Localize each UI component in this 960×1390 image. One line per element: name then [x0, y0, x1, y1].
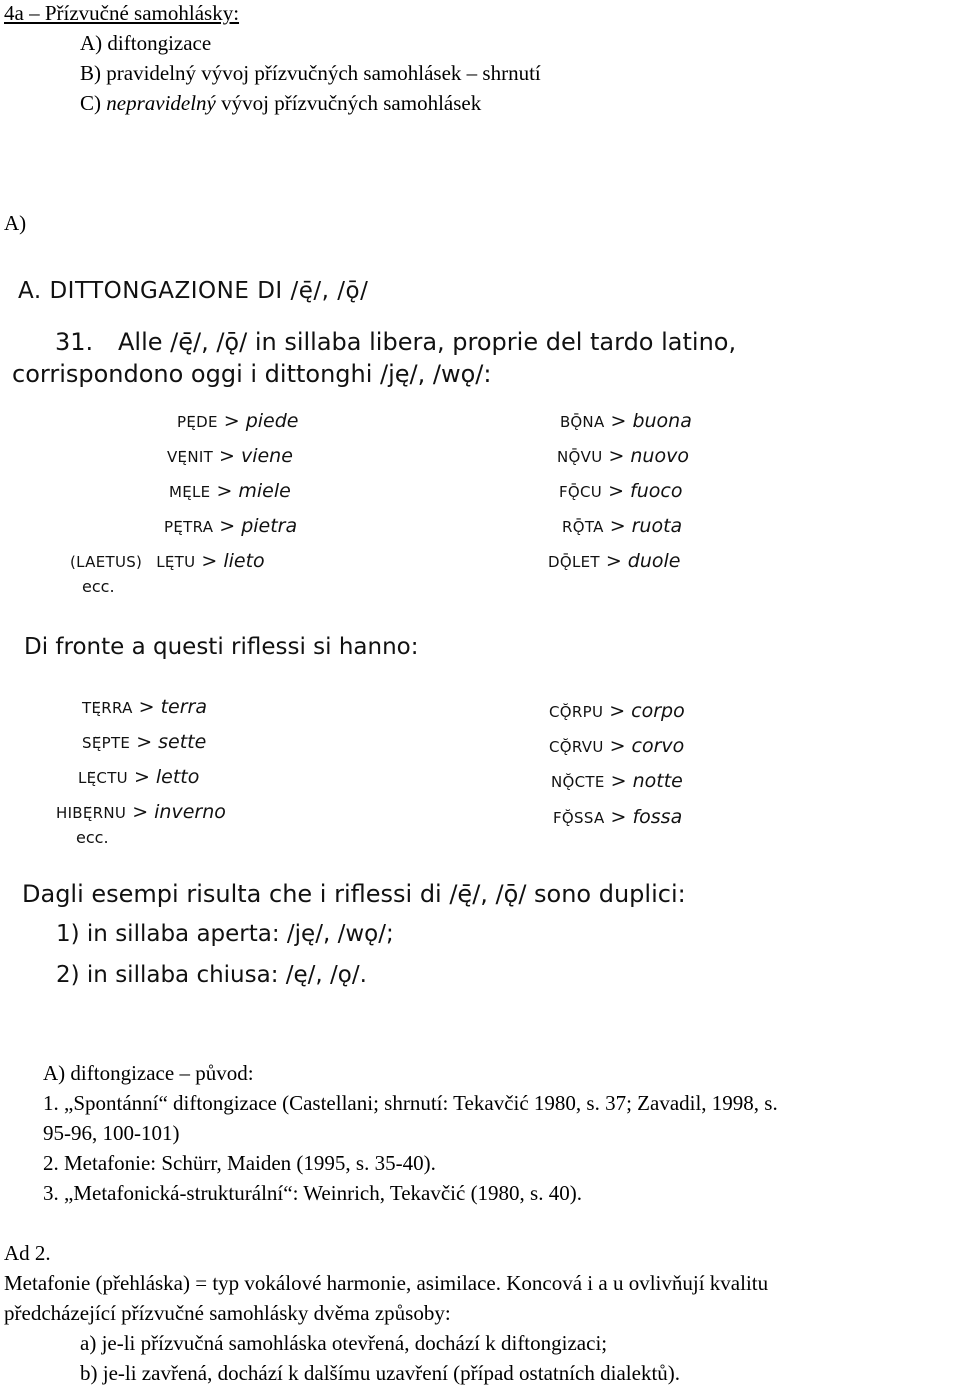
outline-item-c-italic: nepravidelný	[106, 91, 216, 115]
example-row: CǪ̆RVU > corvo	[549, 735, 685, 757]
example-row: VĘ̄NIT > viene	[167, 445, 293, 467]
di-fronte-sentence: Di fronte a questi riflessi si hanno:	[24, 634, 419, 660]
example-row: CǪ̆RPU > corpo	[549, 700, 685, 722]
section-label: A)	[4, 211, 27, 235]
ad2-item-b: b) je-li zavřená, dochází k dalšímu uzavření (případ ostatních dialektů).	[80, 1361, 681, 1385]
outline-item-c-rest: vývoj přízvučných samohlásek	[215, 91, 482, 115]
example-row: FǬCU > fuoco	[559, 480, 683, 502]
example-row: NǬVU > nuovo	[557, 445, 689, 467]
example-row: BǬNA > buona	[560, 410, 692, 432]
origin-item-2: 2. Metafonie: Schürr, Maiden (1995, s. 35-40).	[43, 1151, 436, 1175]
outline-item-b: B) pravidelný vývoj přízvučných samohlásek – shrnutí	[80, 61, 541, 85]
example-row: SĘ̆PTE > sette	[82, 731, 207, 753]
example-row: HIBĘ̆RNU > inverno	[56, 801, 226, 823]
outline-item-c-prefix: C)	[80, 91, 107, 115]
example-row: NǪ̆CTE > notte	[551, 770, 683, 792]
ad2-item-a: a) je-li přízvučná samohláska otevřená, dochází k diftongizaci;	[80, 1331, 608, 1355]
excerpt-heading: A. DITTONGAZIONE DI /ę̄/, /ǭ/	[18, 278, 369, 304]
origin-item-1-cont: 95-96, 100-101)	[43, 1121, 180, 1145]
paragraph-line-1: Alle /ę̄/, /ǭ/ in sillaba libera, proprie del tardo latino,	[118, 328, 737, 356]
case-1: 1) in sillaba aperta: /ję/, /wǫ/;	[56, 921, 394, 947]
example-row: (LAETUS) LĘ̄TU > lieto	[70, 550, 265, 572]
origin-title: A) diftongizace – původ:	[43, 1061, 254, 1085]
example-row: TĘ̆RRA > terra	[82, 696, 207, 718]
example-row: PĘ̄TRA > pietra	[164, 515, 298, 537]
ad2-title: Ad 2.	[4, 1241, 51, 1265]
outline-item-a: A) diftongizace	[80, 31, 212, 55]
origin-item-3: 3. „Metafonická-strukturální“: Weinrich, Tekavčić (1980, s. 40).	[43, 1181, 582, 1205]
dagli-sentence: Dagli esempi risulta che i riflessi di /ę̄/, /ǭ/ sono duplici:	[22, 880, 686, 908]
example-row: LĘ̆CTU > letto	[78, 766, 200, 788]
example-row: MĘ̄LE > miele	[169, 480, 291, 502]
ecc-label: ecc.	[76, 828, 109, 847]
ad2-line-2: předcházející přízvučné samohlásky dvěma způsoby:	[4, 1301, 451, 1325]
paragraph-number: 31.	[55, 328, 94, 356]
ecc-label: ecc.	[82, 577, 115, 596]
outline-item-c	[80, 88, 481, 118]
paragraph-line-2: corrispondono oggi i dittonghi /ję/, /wǫ/:	[12, 360, 492, 388]
ad2-line-1: Metafonie (přehláska) = typ vokálové harmonie, asimilace. Koncová i a u ovlivňují kvalitu	[4, 1271, 769, 1295]
example-row: DǬLET > duole	[548, 550, 681, 572]
page-title: 4a – Přízvučné samohlásky:	[4, 1, 240, 25]
origin-item-1: 1. „Spontánní“ diftongizace (Castellani; shrnutí: Tekavčić 1980, s. 37; Zavadil, 1998, s.	[43, 1091, 778, 1115]
example-row: PĘ̄DE > piede	[177, 410, 299, 432]
example-row: RǬTA > ruota	[562, 515, 683, 537]
case-2: 2) in sillaba chiusa: /ę/, /ǫ/.	[56, 962, 367, 988]
example-row: FǪ̆SSA > fossa	[553, 806, 683, 828]
